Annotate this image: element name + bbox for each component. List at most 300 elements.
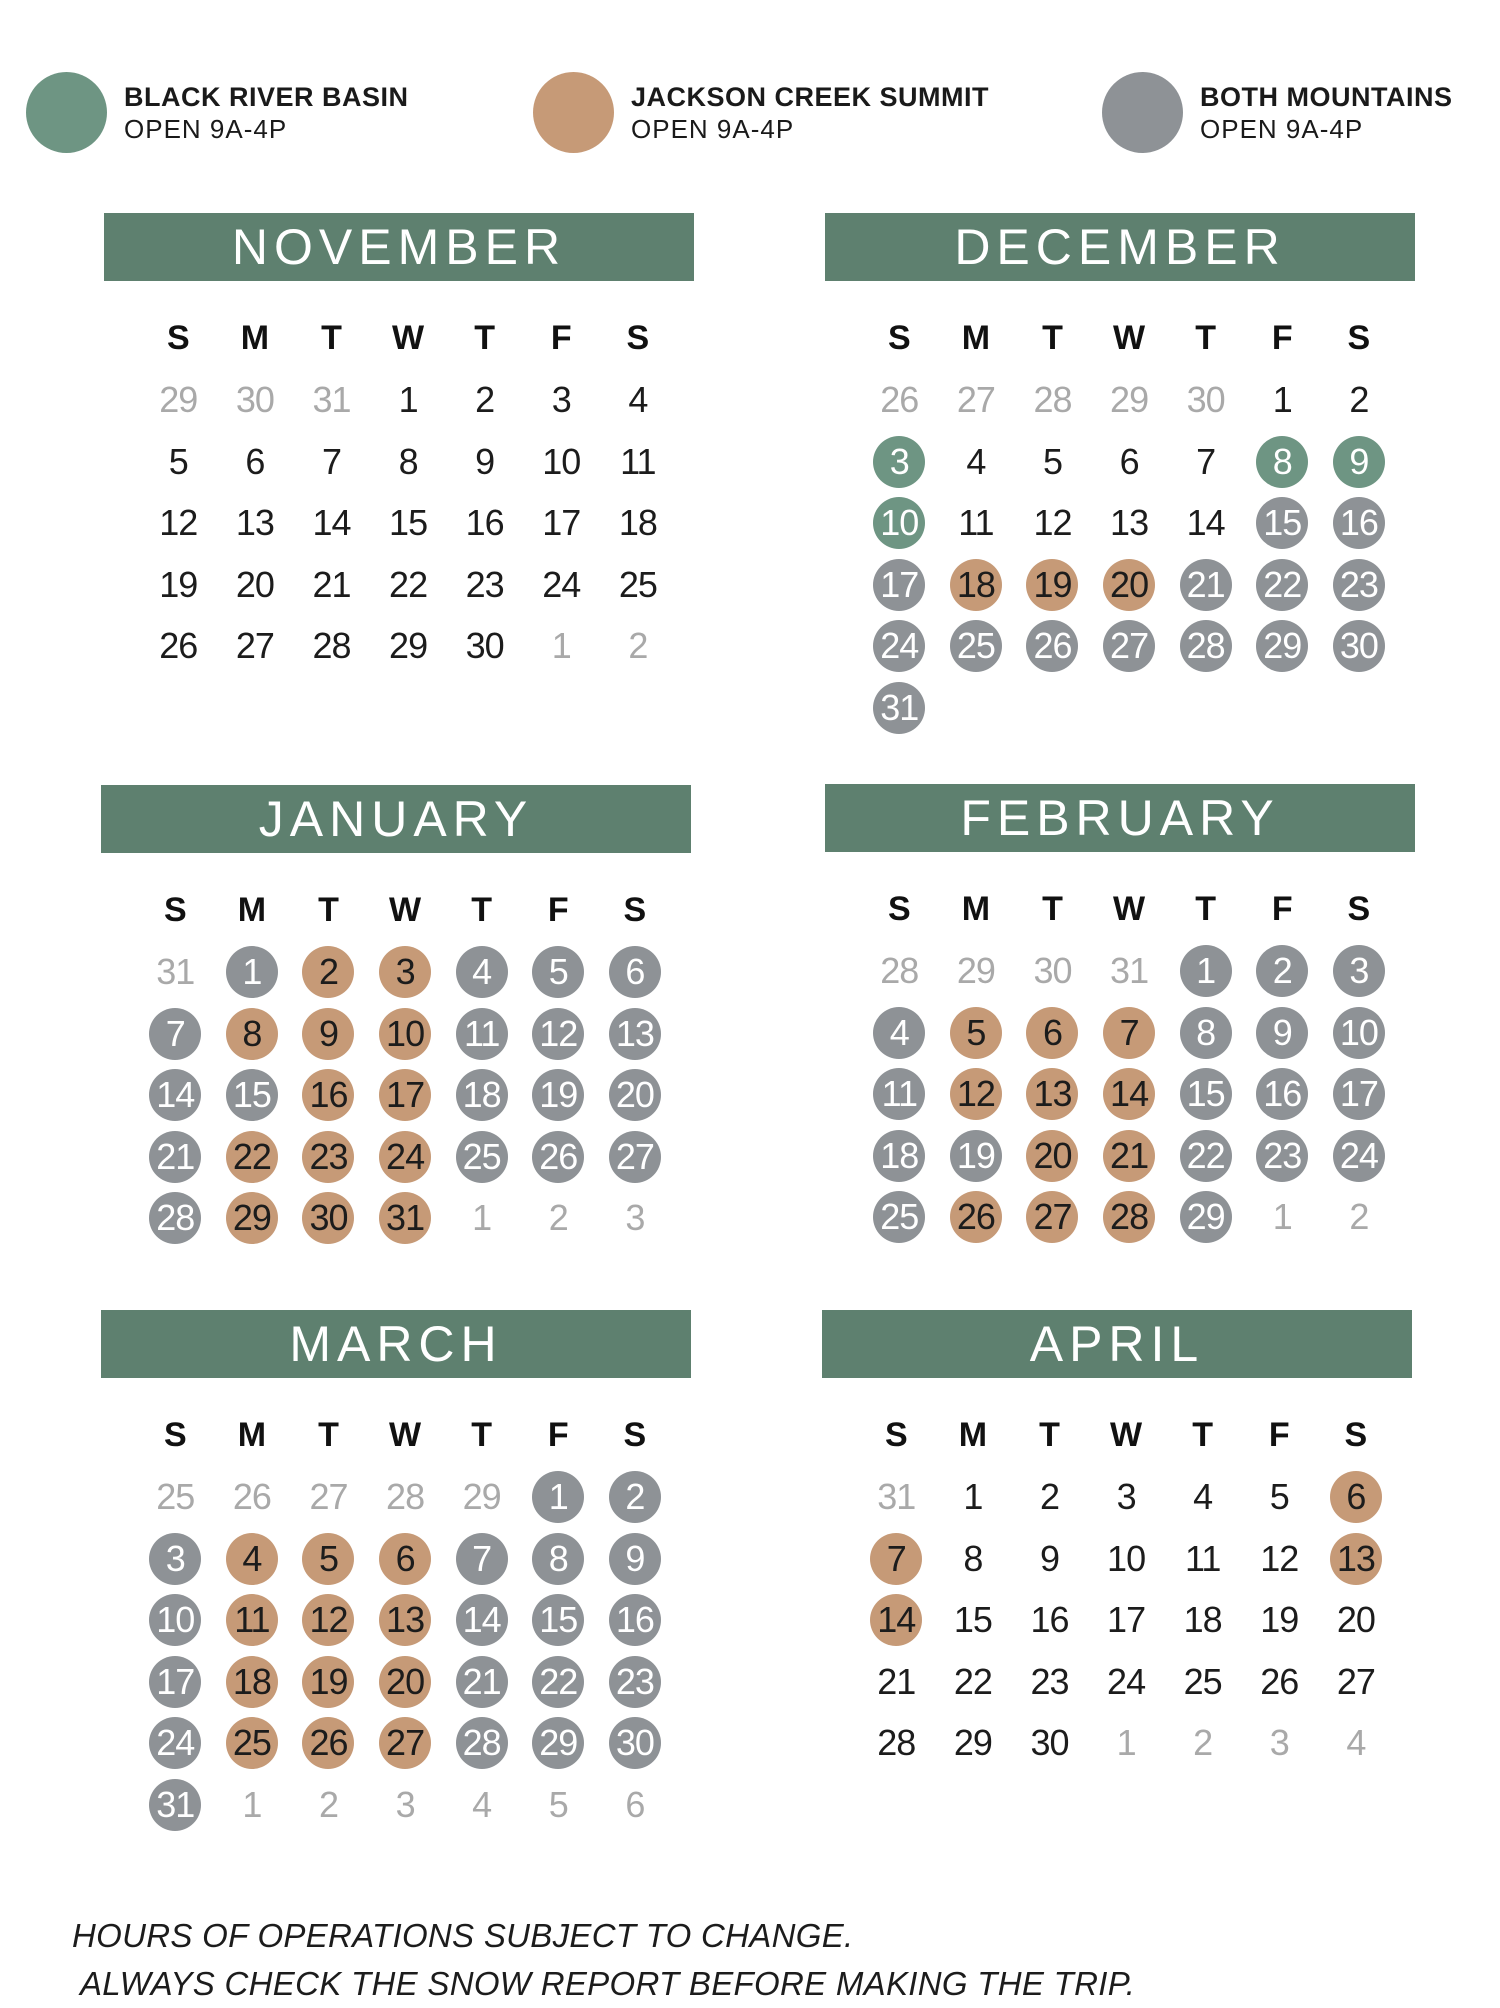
day-number: 30 [1033, 950, 1072, 992]
day-cell [600, 554, 677, 616]
day-number: 12 [302, 1594, 354, 1646]
day-cell [938, 370, 1015, 432]
day-cell [938, 941, 1015, 1003]
day-cell [290, 1590, 367, 1652]
week-row [861, 941, 1397, 1003]
week-row [137, 1528, 673, 1590]
day-number: 10 [873, 497, 925, 549]
day-cell [1011, 1528, 1088, 1590]
day-number: 27 [235, 625, 274, 667]
day-number: 26 [232, 1476, 271, 1518]
day-number: 2 [318, 1783, 338, 1825]
day-cell [446, 370, 523, 432]
day-number: 9 [1256, 1007, 1308, 1059]
day-number: 20 [235, 563, 274, 605]
day-cell [1088, 1713, 1165, 1775]
day-cell [217, 493, 294, 555]
day-cell [861, 493, 938, 555]
day-cell [214, 1003, 291, 1065]
month-grid [137, 880, 673, 1249]
day-number: 12 [532, 1008, 584, 1060]
weekday-cell [597, 880, 674, 942]
weekday-label: T [1195, 890, 1217, 929]
day-cell [367, 1126, 444, 1188]
day-number: 4 [226, 1533, 278, 1585]
weekday-label: F [547, 891, 569, 930]
weekday-cell [938, 879, 1015, 941]
day-number: 29 [1110, 379, 1149, 421]
day-cell [1091, 493, 1168, 555]
day-cell [1091, 1002, 1168, 1064]
day-cell [290, 1065, 367, 1127]
day-cell [861, 1002, 938, 1064]
day-number: 29 [953, 1722, 992, 1764]
day-cell [1321, 431, 1398, 493]
day-number: 10 [149, 1594, 201, 1646]
day-cell [1014, 1125, 1091, 1187]
day-cell [1244, 1064, 1321, 1126]
day-number: 8 [1180, 1007, 1232, 1059]
day-cell [1167, 431, 1244, 493]
month-title-bar: JANUARY [101, 785, 691, 853]
weekday-cell [597, 1405, 674, 1467]
day-cell [600, 370, 677, 432]
weekday-header-row [858, 1405, 1394, 1467]
month-title-bar: FEBRUARY [825, 784, 1415, 852]
day-number: 30 [465, 625, 504, 667]
day-cell [1091, 370, 1168, 432]
day-cell [523, 616, 600, 678]
day-cell [1091, 941, 1168, 1003]
weekday-label: S [884, 1416, 908, 1455]
day-cell [1014, 370, 1091, 432]
day-number: 21 [149, 1131, 201, 1183]
day-number: 22 [226, 1131, 278, 1183]
week-row [140, 493, 676, 555]
day-cell [938, 554, 1015, 616]
weekday-cell [523, 308, 600, 370]
day-cell [520, 1126, 597, 1188]
weekday-label: T [318, 891, 339, 930]
day-cell [1164, 1528, 1241, 1590]
day-number: 31 [149, 1779, 201, 1831]
day-cell [214, 1065, 291, 1127]
day-number: 1 [242, 1783, 262, 1825]
legend-hours: OPEN 9A-4P [631, 113, 795, 144]
day-number: 21 [1103, 1130, 1155, 1182]
week-row [137, 942, 673, 1004]
both-mountains-color-dot [1102, 72, 1183, 153]
day-cell [1014, 1187, 1091, 1249]
legend-hours: OPEN 9A-4P [1200, 113, 1364, 144]
day-number: 27 [609, 1131, 661, 1183]
weekday-cell [367, 880, 444, 942]
day-cell [137, 1651, 214, 1713]
week-row [137, 1003, 673, 1065]
day-cell [443, 1003, 520, 1065]
weekday-cell [1167, 879, 1244, 941]
day-cell [367, 1528, 444, 1590]
day-number: 31 [873, 682, 925, 734]
day-cell [597, 1590, 674, 1652]
day-number: 10 [542, 440, 581, 482]
day-number: 15 [1180, 1068, 1232, 1120]
day-number: 8 [398, 440, 418, 482]
day-number: 17 [873, 559, 925, 611]
day-cell [1318, 1467, 1395, 1529]
day-cell [367, 1065, 444, 1127]
day-number: 4 [456, 946, 508, 998]
day-cell [290, 1774, 367, 1836]
day-number: 20 [379, 1656, 431, 1708]
day-cell [1164, 1590, 1241, 1652]
day-number: 27 [1026, 1191, 1078, 1243]
day-number: 9 [609, 1533, 661, 1585]
weekday-cell [1091, 308, 1168, 370]
month-title-bar: MARCH [101, 1310, 691, 1378]
day-number: 19 [950, 1130, 1002, 1182]
day-cell [214, 1713, 291, 1775]
day-number: 22 [953, 1660, 992, 1702]
week-row [137, 1590, 673, 1652]
weekday-label: T [1192, 1416, 1214, 1455]
week-row [137, 1065, 673, 1127]
day-cell [214, 1774, 291, 1836]
day-number: 2 [475, 379, 495, 421]
weekday-label: M [961, 319, 991, 358]
month-title-bar: NOVEMBER [104, 213, 694, 281]
day-number: 4 [472, 1783, 492, 1825]
day-number: 2 [609, 1471, 661, 1523]
legend-both-mountains [1102, 72, 1452, 153]
day-cell [137, 1188, 214, 1250]
day-cell [217, 370, 294, 432]
legend-hours: OPEN 9A-4P [124, 113, 288, 144]
day-cell [1091, 1187, 1168, 1249]
day-cell [1318, 1590, 1395, 1652]
week-row [861, 1187, 1397, 1249]
day-number: 15 [389, 502, 428, 544]
day-cell [137, 1467, 214, 1529]
day-number: 13 [379, 1594, 431, 1646]
weekday-cell [290, 880, 367, 942]
day-number: 16 [465, 502, 504, 544]
day-cell [370, 554, 447, 616]
day-cell [443, 1065, 520, 1127]
weekday-cell [443, 1405, 520, 1467]
day-cell [443, 1188, 520, 1250]
day-cell [520, 1528, 597, 1590]
day-cell [1011, 1651, 1088, 1713]
day-number: 6 [1330, 1471, 1382, 1523]
day-cell [1014, 1064, 1091, 1126]
day-cell [290, 1713, 367, 1775]
day-cell [290, 942, 367, 1004]
day-cell [1167, 941, 1244, 1003]
weekday-cell [858, 1405, 935, 1467]
day-cell [1167, 1064, 1244, 1126]
day-number: 3 [379, 946, 431, 998]
weekday-cell [1321, 879, 1398, 941]
day-cell [1011, 1713, 1088, 1775]
day-cell [520, 1467, 597, 1529]
day-cell [520, 1065, 597, 1127]
day-number: 12 [1260, 1537, 1299, 1579]
day-cell [214, 1528, 291, 1590]
day-number: 27 [1336, 1660, 1375, 1702]
day-cell [1088, 1467, 1165, 1529]
day-number: 29 [226, 1192, 278, 1244]
day-number: 6 [1026, 1007, 1078, 1059]
day-number: 26 [1026, 620, 1078, 672]
day-number: 18 [456, 1069, 508, 1121]
day-cell [523, 554, 600, 616]
day-number: 26 [950, 1191, 1002, 1243]
day-cell [1014, 941, 1091, 1003]
day-number: 29 [532, 1717, 584, 1769]
day-cell [1164, 1713, 1241, 1775]
day-number: 3 [1116, 1476, 1136, 1518]
day-cell [1091, 1064, 1168, 1126]
day-cell [1167, 493, 1244, 555]
day-cell [520, 1651, 597, 1713]
day-cell [367, 1774, 444, 1836]
day-cell [370, 616, 447, 678]
day-number: 9 [475, 440, 495, 482]
day-cell [290, 1528, 367, 1590]
weekday-label: T [1042, 890, 1063, 929]
weekday-cell [1091, 879, 1168, 941]
day-number: 2 [1349, 1196, 1369, 1238]
weekday-cell [443, 880, 520, 942]
day-number: 23 [1256, 1130, 1308, 1182]
weekday-label: S [626, 319, 650, 358]
weekday-label: T [318, 1416, 339, 1455]
weekday-label: F [547, 1416, 569, 1455]
week-row [858, 1590, 1394, 1652]
week-row [861, 1064, 1397, 1126]
day-number: 14 [1186, 502, 1225, 544]
weekday-label: S [887, 890, 911, 929]
weekday-cell [370, 308, 447, 370]
day-number: 28 [880, 950, 919, 992]
week-row [140, 554, 676, 616]
day-number: 10 [379, 1008, 431, 1060]
week-row [137, 1467, 673, 1529]
day-cell [137, 1528, 214, 1590]
day-cell [861, 1125, 938, 1187]
weekday-cell [1321, 308, 1398, 370]
weekday-header-row [137, 1405, 673, 1467]
day-cell [446, 554, 523, 616]
day-cell [137, 1713, 214, 1775]
day-number: 4 [1193, 1476, 1213, 1518]
day-cell [1014, 493, 1091, 555]
day-number: 19 [302, 1656, 354, 1708]
day-number: 18 [1183, 1599, 1222, 1641]
day-cell [597, 1188, 674, 1250]
day-number: 11 [226, 1594, 278, 1646]
day-number: 22 [1180, 1130, 1232, 1182]
month-grid [140, 308, 676, 677]
day-number: 2 [548, 1197, 568, 1239]
day-cell [214, 1651, 291, 1713]
day-cell [1244, 616, 1321, 678]
day-number: 28 [1033, 379, 1072, 421]
day-cell [861, 677, 938, 739]
day-cell [293, 493, 370, 555]
day-number: 2 [1349, 379, 1369, 421]
legend-jackson-creek-summit [533, 72, 989, 153]
day-number: 18 [950, 559, 1002, 611]
day-cell [1318, 1713, 1395, 1775]
day-number: 31 [1110, 950, 1149, 992]
day-number: 21 [1180, 559, 1232, 611]
day-cell [1088, 1590, 1165, 1652]
weekday-label: M [237, 891, 267, 930]
day-cell [520, 1774, 597, 1836]
legend-name: JACKSON CREEK SUMMIT [631, 81, 990, 112]
weekday-label: W [392, 319, 425, 358]
day-cell [935, 1651, 1012, 1713]
weekday-cell [861, 308, 938, 370]
day-number: 5 [950, 1007, 1002, 1059]
day-cell [600, 616, 677, 678]
day-cell [520, 1713, 597, 1775]
weekday-header-row [861, 308, 1397, 370]
day-number: 11 [456, 1008, 508, 1060]
weekday-label: M [958, 1416, 988, 1455]
day-number: 26 [532, 1131, 584, 1183]
day-number: 20 [1103, 559, 1155, 611]
weekday-cell [137, 880, 214, 942]
day-number: 29 [1180, 1191, 1232, 1243]
weekday-cell [1088, 1405, 1165, 1467]
day-cell [367, 1003, 444, 1065]
day-number: 9 [1333, 436, 1385, 488]
black-river-basin-color-dot [26, 72, 107, 153]
day-number: 3 [1269, 1722, 1289, 1764]
day-number: 2 [1256, 945, 1308, 997]
weekday-label: T [321, 319, 342, 358]
day-cell [293, 616, 370, 678]
month-title-bar: DECEMBER [825, 213, 1415, 281]
day-number: 4 [966, 440, 986, 482]
day-cell [1014, 554, 1091, 616]
day-number: 29 [956, 950, 995, 992]
day-cell [1321, 941, 1398, 1003]
day-number: 19 [159, 563, 198, 605]
day-cell [367, 1651, 444, 1713]
day-cell [137, 1065, 214, 1127]
day-number: 19 [532, 1069, 584, 1121]
legend-black-river-basin [26, 72, 409, 153]
day-number: 12 [950, 1068, 1002, 1120]
day-cell [1244, 431, 1321, 493]
day-number: 7 [321, 440, 341, 482]
day-cell [370, 431, 447, 493]
day-number: 25 [456, 1131, 508, 1183]
day-number: 2 [1039, 1476, 1059, 1518]
day-number: 4 [628, 379, 648, 421]
day-cell [1014, 1002, 1091, 1064]
weekday-label: S [163, 891, 187, 930]
day-cell [1167, 554, 1244, 616]
day-cell [861, 554, 938, 616]
day-number: 22 [1256, 559, 1308, 611]
weekday-header-row [861, 879, 1397, 941]
day-number: 27 [956, 379, 995, 421]
day-number: 13 [1330, 1533, 1382, 1585]
day-cell [137, 1774, 214, 1836]
day-cell [520, 1590, 597, 1652]
day-cell [1321, 370, 1398, 432]
day-cell [367, 1467, 444, 1529]
day-number: 8 [963, 1537, 983, 1579]
day-cell [1321, 1002, 1398, 1064]
day-number: 23 [465, 563, 504, 605]
day-number: 18 [226, 1656, 278, 1708]
day-cell [140, 370, 217, 432]
legend-name: BOTH MOUNTAINS [1200, 81, 1453, 112]
weekday-label: S [1344, 1416, 1368, 1455]
day-number: 27 [379, 1717, 431, 1769]
day-cell [293, 431, 370, 493]
day-number: 1 [1272, 379, 1292, 421]
weekday-header-row [137, 880, 673, 942]
weekday-cell [137, 1405, 214, 1467]
day-number: 8 [532, 1533, 584, 1585]
day-cell [1244, 370, 1321, 432]
day-cell [1321, 1187, 1398, 1249]
day-cell [1321, 616, 1398, 678]
day-number: 1 [226, 946, 278, 998]
day-number: 14 [312, 502, 351, 544]
day-number: 17 [1333, 1068, 1385, 1120]
day-cell [520, 942, 597, 1004]
day-cell [1241, 1713, 1318, 1775]
day-number: 23 [609, 1656, 661, 1708]
day-number: 16 [1333, 497, 1385, 549]
day-number: 5 [1269, 1476, 1289, 1518]
day-number: 31 [877, 1476, 916, 1518]
day-number: 30 [302, 1192, 354, 1244]
day-cell [523, 370, 600, 432]
day-number: 11 [620, 440, 656, 482]
day-number: 16 [1030, 1599, 1069, 1641]
day-cell [1088, 1528, 1165, 1590]
day-cell [1241, 1467, 1318, 1529]
day-number: 6 [609, 946, 661, 998]
footer-note [72, 1912, 1135, 2008]
day-number: 29 [389, 625, 428, 667]
day-number: 21 [456, 1656, 508, 1708]
day-cell [938, 1002, 1015, 1064]
day-cell [214, 1467, 291, 1529]
day-number: 27 [309, 1476, 348, 1518]
weekday-cell [520, 1405, 597, 1467]
day-cell [938, 493, 1015, 555]
day-cell [1321, 554, 1398, 616]
day-cell [935, 1528, 1012, 1590]
day-number: 25 [950, 620, 1002, 672]
month-december [825, 213, 1415, 728]
day-number: 6 [1119, 440, 1139, 482]
weekday-cell [520, 880, 597, 942]
weekday-cell [214, 880, 291, 942]
day-cell [214, 1126, 291, 1188]
day-number: 30 [609, 1717, 661, 1769]
